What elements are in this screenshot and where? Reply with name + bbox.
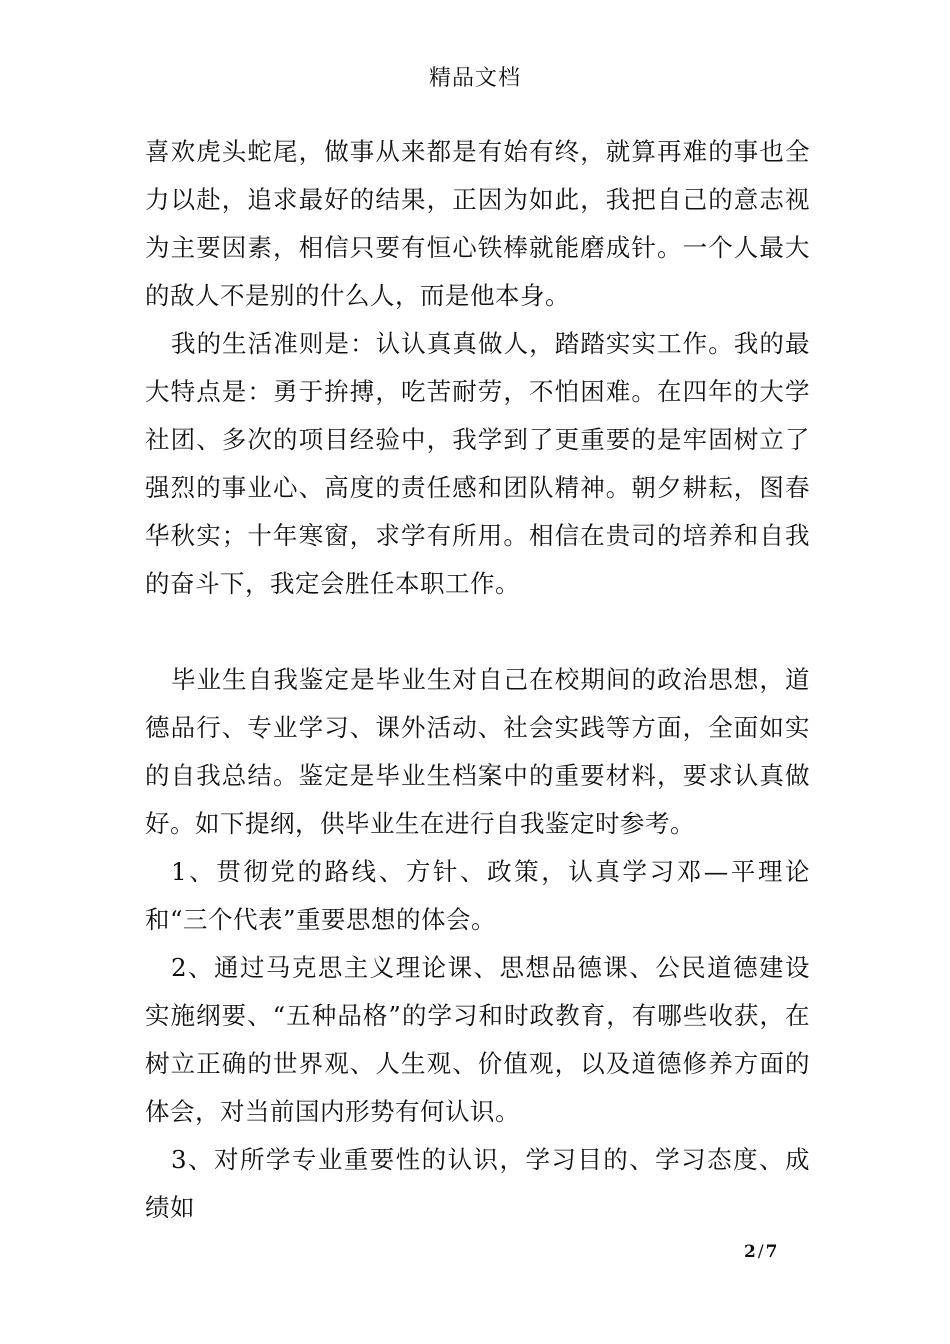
paragraph-continuation: 喜欢虎头蛇尾，做事从来都是有始有终，就算再难的事也全力以赴，追求最好的结果，正因为如此，我把自己的意志视为主要因素，相信只要有恒心铁棒就能磨成针。一个人最大的敌人不是别的什么人，而是他本身。	[145, 137, 810, 310]
page-separator: /	[757, 1242, 764, 1262]
paragraph-life-principles: 我的生活准则是：认认真真做人，踏踏实实工作。我的最大特点是：勇于拚搏，吃苦耐劳，不怕困难。在四年的大学社团、多次的项目经验中，我学到了更重要的是牢固树立了强烈的事业心、高度的责任感和团队精神。朝夕耕耘，图春华秋实；十年寒窗，求学有所用。相信在贵司的培养和自我的奋斗下，我定会胜任本职工作。	[145, 329, 810, 598]
current-page: 2	[744, 1242, 756, 1262]
paragraph-self-assessment-intro: 毕业生自我鉴定是毕业生对自己在校期间的政治思想，道德品行、专业学习、课外活动、社会实践等方面，全面如实的自我总结。鉴定是毕业生档案中的重要材料，要求认真做好。如下提纲，供毕业生在进行自我鉴定时参考。	[145, 665, 810, 838]
page-header-title: 精品文档	[428, 66, 521, 91]
list-item-2: 2、通过马克思主义理论课、思想品德课、公民道德建设实施纲要、“五种品格”的学习和时政教育，有哪些收获，在树立正确的世界观、人生观、价值观，以及道德修养方面的体会，对当前国内形势有何认识。	[145, 953, 810, 1126]
total-pages: 7	[765, 1242, 778, 1262]
list-item-1: 1、贯彻党的路线、方针、政策，认真学习邓—平理论和“三个代表”重要思想的体会。	[145, 857, 810, 934]
document-body	[145, 128, 810, 1232]
list-item-3: 3、对所学专业重要性的认识，学习目的、学习态度、成绩如	[145, 1145, 810, 1222]
paragraph-gap	[145, 608, 810, 656]
page-number	[744, 1240, 777, 1264]
